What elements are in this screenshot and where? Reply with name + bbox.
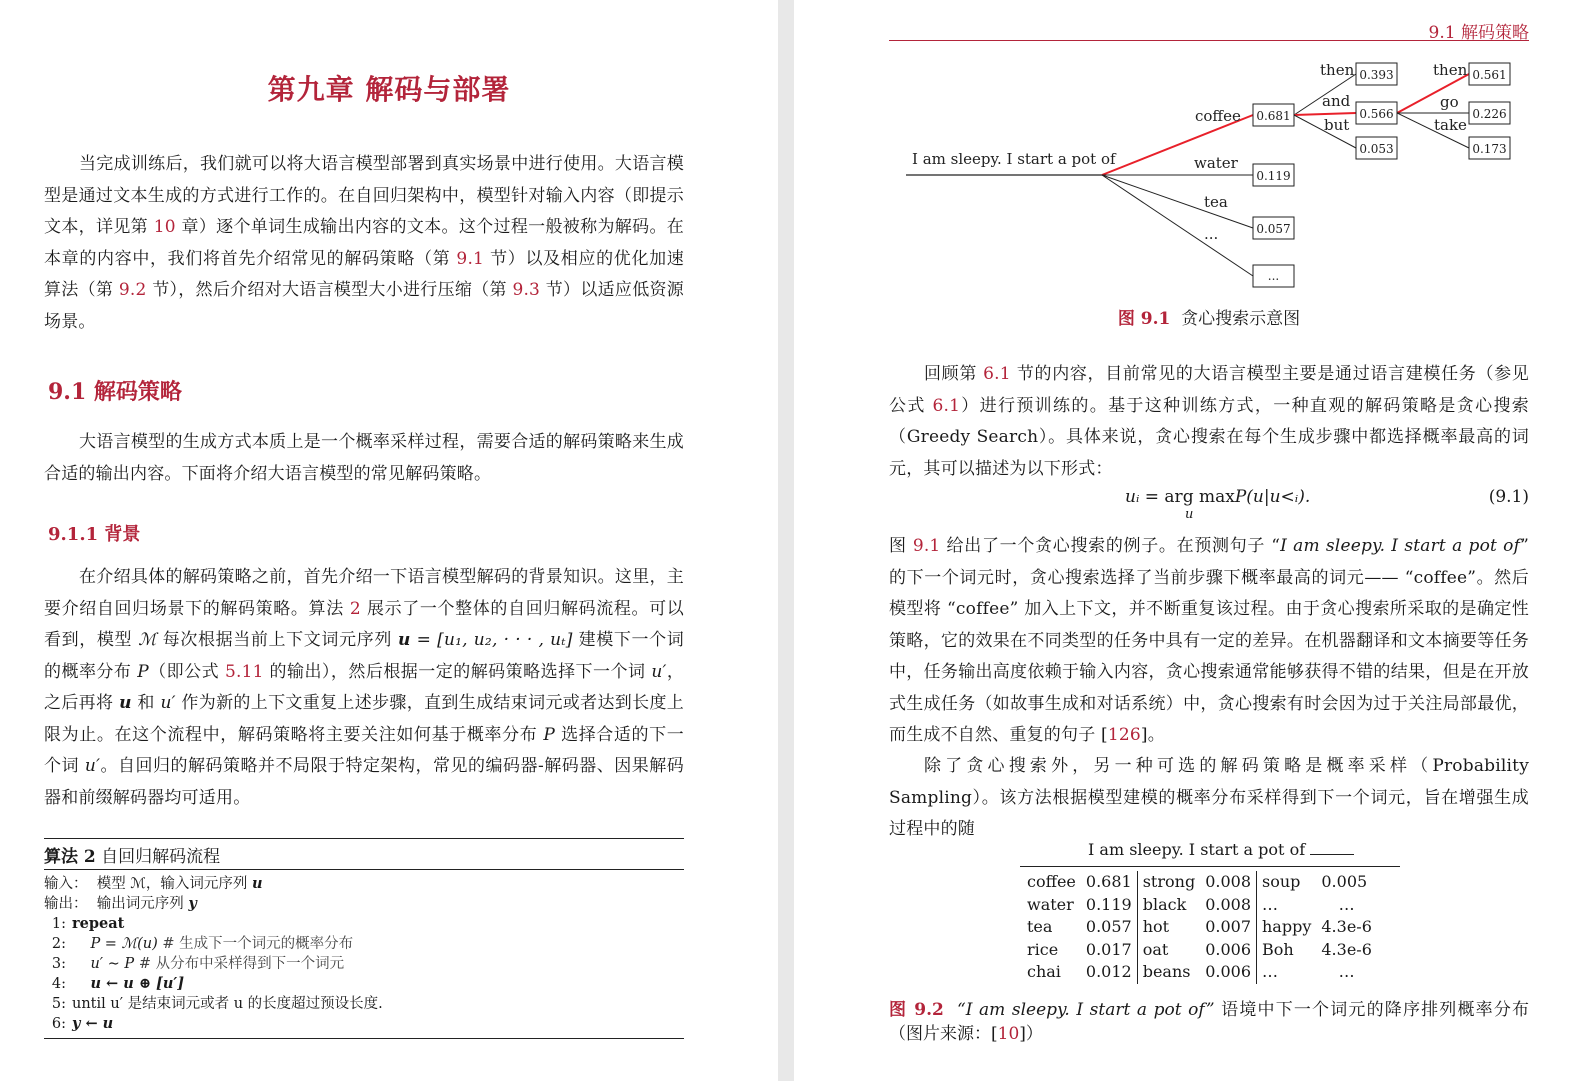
- probability-table: [1022, 871, 1377, 984]
- blank-line: [1310, 840, 1354, 855]
- equation-body: [1125, 487, 1310, 507]
- math-u-prime-2: u′: [160, 693, 176, 713]
- algorithm-box: [44, 838, 684, 1039]
- cell-word: soup: [1262, 872, 1301, 891]
- cell-word: chai: [1027, 962, 1061, 981]
- running-header: 9.1 解码策略: [1428, 23, 1529, 43]
- intro-text-3: 节）以及相应的优化加速算法（第: [44, 248, 685, 300]
- input-label: 输入：: [44, 876, 88, 892]
- word-then1: then: [1320, 61, 1355, 79]
- bg-text-9: 作为新的上下文重复上述步骤，直到生成结束词元或者达到长度上限为止。在这个流程中，解码策略将主要关注如何基于概率分布: [44, 693, 684, 745]
- figure-2-table-wrap: [1022, 871, 1377, 984]
- prob-then2: 0.561: [1472, 68, 1507, 82]
- cell-word: tea: [1027, 917, 1053, 936]
- table-row: [1022, 871, 1377, 894]
- p2-text-2: 给出了一个贪心搜索的例子。在预测句子 “: [940, 536, 1281, 556]
- header-rule: [889, 40, 1529, 41]
- p1-text-1: 回顾第: [924, 364, 984, 384]
- ref-chapter-10[interactable]: 10: [153, 217, 176, 237]
- cell-word: oat: [1142, 939, 1169, 959]
- line-code: repeat: [72, 915, 125, 932]
- output-label: 输出：: [44, 896, 88, 912]
- p2-emphasis: I am sleepy. I start a pot of: [1280, 536, 1521, 556]
- p1-text-3: ）进行预训练的。基于这种训练方式，一种直观的解码策略是贪心搜索（Greedy Search）。具体来说，贪心搜索在每个生成步骤中都选择概率最高的词元，其可以描述为以下形式：: [889, 395, 1529, 479]
- bg-text-2: 展示了一个整体的自回归解码流程。可以看到，模型: [44, 598, 684, 650]
- ref-citation-10[interactable]: 10: [997, 1024, 1020, 1044]
- prob-and: 0.566: [1359, 107, 1394, 121]
- line-number: 2:: [51, 936, 66, 952]
- output-var: y: [188, 895, 197, 912]
- cell-word: hot: [1142, 917, 1170, 936]
- math-p-2: P: [543, 724, 556, 745]
- figure-1-caption: [889, 304, 1529, 329]
- ref-section-6-1[interactable]: 6.1: [983, 364, 1011, 384]
- table-row: [1022, 939, 1377, 962]
- intro-text-4: 节），然后介绍对大语言模型大小进行压缩（第: [146, 280, 513, 300]
- cell-prob: …: [1338, 894, 1355, 914]
- algorithm-output: [44, 894, 684, 914]
- math-u-2: u: [119, 693, 132, 713]
- cell-prob: 0.119: [1081, 894, 1137, 917]
- bg-text-6: 的输出），然后根据一定的解码策略选择下一个词: [263, 661, 652, 682]
- line-code: u′ ∼ P: [90, 956, 135, 972]
- line-number: 5:: [51, 996, 66, 1012]
- table-row: [1022, 894, 1377, 917]
- table-row: [1022, 961, 1377, 984]
- algorithm-line-4: [44, 974, 684, 994]
- equation-number: (9.1): [1488, 487, 1529, 507]
- ref-citation-126[interactable]: 126: [1107, 725, 1141, 745]
- eq-lhs: uᵢ: [1125, 487, 1140, 507]
- figure-1-label: 图 9.1: [1117, 309, 1171, 329]
- line-number: 6:: [51, 1016, 66, 1032]
- prob-tea: 0.057: [1256, 222, 1291, 236]
- p2-text-1: 图: [889, 536, 913, 556]
- math-u-prime: u′: [651, 661, 667, 682]
- eq-rhs: P(u|u<ᵢ).: [1234, 487, 1311, 507]
- cell-word: happy: [1262, 917, 1312, 936]
- line-number: 1:: [51, 916, 66, 932]
- word-tea: tea: [1204, 193, 1228, 211]
- example-paragraph: [889, 531, 1529, 752]
- figure-2-rule: [1020, 866, 1400, 867]
- ref-eq-6-1[interactable]: 6.1: [932, 395, 961, 416]
- right-page: [794, 0, 1575, 1081]
- line-number: 3:: [51, 956, 66, 972]
- cell-word: black: [1142, 894, 1187, 914]
- bg-text-1: 在介绍具体的解码策略之前，首先介绍一下语言模型解码的背景知识。这里，主要介绍自回归场景下的解码策略。算法: [44, 567, 684, 619]
- algorithm-line-6: [44, 1014, 684, 1034]
- cell-prob: 0.006: [1200, 939, 1256, 962]
- intro-text-2: 章）逐个单词生成输出内容的文本。这个过程一般被称为解码。在本章的内容中，我们将首先介绍常见的解码策略（第: [44, 217, 684, 269]
- cell-prob: 0.681: [1081, 871, 1137, 894]
- line-number: 4:: [51, 976, 66, 992]
- algorithm-line-1: [44, 914, 684, 934]
- ref-section-9-3[interactable]: 9.3: [512, 280, 541, 300]
- cell-word: beans: [1142, 962, 1191, 981]
- math-model: ℳ: [138, 630, 157, 650]
- p2-text-4: ]。: [1140, 725, 1165, 745]
- figure-2-caption: [889, 998, 1529, 1046]
- figure-2-caption-emphasis: “I am sleepy. I start a pot of”: [957, 1000, 1215, 1020]
- word-take: take: [1434, 116, 1467, 134]
- cell-word: Boh: [1262, 939, 1294, 959]
- cell-word: strong: [1142, 872, 1196, 891]
- bg-text-5: （即公式: [148, 661, 225, 682]
- algorithm-line-3: [44, 954, 684, 974]
- prob-water: 0.119: [1256, 169, 1291, 183]
- prob-then1: 0.393: [1359, 68, 1394, 82]
- prob-go: 0.226: [1472, 107, 1507, 121]
- input-text: 模型 ℳ，输入词元序列: [96, 876, 252, 892]
- algorithm-label: 算法 2: [44, 847, 96, 867]
- eq-argmax: = arg max: [1139, 487, 1235, 507]
- word-then2: then: [1433, 61, 1468, 79]
- ref-algorithm-2[interactable]: 2: [349, 598, 361, 619]
- cell-prob: 0.057: [1081, 916, 1137, 939]
- prob-coffee: 0.681: [1256, 109, 1291, 123]
- algorithm-line-5: [44, 994, 684, 1014]
- math-u-prime-3: u′: [84, 756, 101, 776]
- ref-section-9-2[interactable]: 9.2: [118, 280, 147, 300]
- figure-2-label: 图 9.2: [889, 1000, 944, 1020]
- algorithm-line-2: [44, 934, 684, 954]
- figure-2-title: [1088, 840, 1354, 859]
- figure-1-caption-text: 贪心搜索示意图: [1181, 309, 1301, 329]
- intro-text-1: 当完成训练后，我们就可以将大语言模型部署到真实场景中进行使用。大语言模型是通过文本生成的方式进行工作的。在自回归架构中，模型针对输入内容（即提示文本，详见第: [44, 154, 684, 237]
- ref-section-9-1[interactable]: 9.1: [456, 248, 485, 269]
- sampling-paragraph: 除了贪心搜索外，另一种可选的解码策略是概率采样（Probability Sampling）。该方法根据模型建模的概率分布采样得到下一个词元，旨在增强生成过程中的随: [889, 756, 1529, 839]
- math-seq: = [u₁, u₂, · · · , uₜ]: [410, 630, 573, 650]
- cell-word: water: [1027, 894, 1074, 914]
- line-code: P = ℳ(u): [90, 936, 158, 952]
- section-title: 9.1 解码策略: [48, 379, 182, 405]
- word-go: go: [1440, 93, 1459, 111]
- output-text: 输出词元序列: [96, 896, 189, 912]
- greedy-search-tree: [794, 50, 1575, 295]
- figure-2-title-text: I am sleepy. I start a pot of: [1088, 840, 1306, 859]
- figure-2-caption-end: ]）: [1019, 1024, 1043, 1044]
- word-and: and: [1322, 92, 1351, 110]
- p1-text-2: 节的内容，目前常见的大语言模型主要是通过语言建模任务（参见公式: [889, 364, 1529, 416]
- bg-text-10: 选择合适的下一个词: [44, 724, 684, 776]
- background-paragraph: [44, 562, 684, 814]
- greedy-paragraph: [889, 359, 1529, 485]
- cell-prob: 0.012: [1081, 961, 1137, 984]
- line-comment: # 从分布中采样得到下一个词元: [138, 956, 345, 972]
- cell-prob: 4.3e-6: [1321, 917, 1372, 936]
- line-comment: # 生成下一个词元的概率分布: [162, 936, 354, 952]
- prob-dots: ...: [1267, 269, 1280, 283]
- prompt-label: I am sleepy. I start a pot of: [912, 150, 1116, 168]
- line-code: y ← u: [72, 1015, 114, 1032]
- subsection-title: 9.1.1 背景: [48, 524, 141, 545]
- cell-prob: 0.005: [1321, 872, 1368, 891]
- cell-word: …: [1262, 962, 1278, 981]
- algorithm-input: [44, 874, 684, 894]
- edge-tea: [1102, 175, 1253, 228]
- ref-eq-5-11[interactable]: 5.11: [224, 661, 264, 682]
- algorithm-title: [44, 839, 684, 869]
- p2-text-3: ” 的下一个词元时，贪心搜索选择了当前步骤下概率最高的词元—— “coffee”。然后模型将 “coffee” 加入上下文，并不断重复该过程。由于贪心搜索所采取的是确定性策略，它的效果在不同类型的任务中具有一定的差异。在机器翻译和文本摘要等任务中，任务输出高度依赖于输入内容，贪心搜索通常能够获得不错的结果，但是在开放式生成任务（如故事生成和对话系统）中，贪心搜索有时会因为过于关注局部最优，而生成不自然、重复的句子 [: [889, 536, 1529, 745]
- section-paragraph: 大语言模型的生成方式本质上是一个概率采样过程，需要合适的解码策略来生成合适的输出内容。下面将介绍大语言模型的常见解码策略。: [44, 432, 684, 484]
- word-coffee: coffee: [1195, 107, 1241, 125]
- cell-prob: 0.007: [1200, 916, 1256, 939]
- figure-2-caption-text: 语境中下一个词元的降序排列概率分布（图片来源：[: [889, 1000, 1530, 1044]
- bg-text-3: 每次根据当前上下文词元序列: [156, 630, 399, 650]
- line-code: until u′ 是结束词元或者 u 的长度超过预设长度.: [72, 996, 383, 1012]
- input-var: u: [251, 875, 263, 892]
- bg-text-4: 建模下一个词的概率分布: [44, 630, 685, 682]
- bg-text-7: ，之后再将: [44, 661, 685, 713]
- word-but: but: [1324, 116, 1350, 134]
- intro-text-5: 节）以适应低资源场景。: [44, 280, 684, 332]
- cell-word: rice: [1027, 939, 1059, 959]
- line-code: u ← u ⊕ [u′]: [90, 975, 185, 992]
- math-u: u: [398, 630, 411, 650]
- ref-figure-9-1[interactable]: 9.1: [912, 536, 941, 556]
- cell-prob: 0.008: [1200, 871, 1256, 894]
- prob-take: 0.173: [1472, 142, 1507, 156]
- math-p: P: [137, 661, 149, 682]
- word-dots: ...: [1204, 225, 1219, 243]
- prob-but: 0.053: [1359, 142, 1394, 156]
- cell-prob: 4.3e-6: [1321, 939, 1372, 959]
- eq-subscript: u: [1185, 507, 1194, 522]
- cell-prob: …: [1338, 962, 1355, 981]
- algorithm-title-text: 自回归解码流程: [101, 847, 221, 867]
- bg-text-11: 。自回归的解码策略并不局限于特定架构，常见的编码器-解码器、因果解码器和前缀解码器均可适用。: [44, 756, 684, 808]
- edge-dots: [1102, 175, 1253, 276]
- word-water: water: [1194, 154, 1238, 172]
- cell-word: coffee: [1027, 872, 1076, 891]
- cell-prob: 0.017: [1081, 939, 1137, 962]
- chapter-title: 第九章 解码与部署: [267, 73, 511, 106]
- table-row: [1022, 916, 1377, 939]
- left-page: [0, 0, 778, 1081]
- cell-prob: 0.006: [1200, 961, 1256, 984]
- bg-text-8: 和: [131, 693, 161, 713]
- cell-prob: 0.008: [1200, 894, 1256, 917]
- edge-and: [1294, 113, 1356, 115]
- intro-paragraph: [44, 149, 684, 338]
- cell-word: …: [1262, 894, 1278, 914]
